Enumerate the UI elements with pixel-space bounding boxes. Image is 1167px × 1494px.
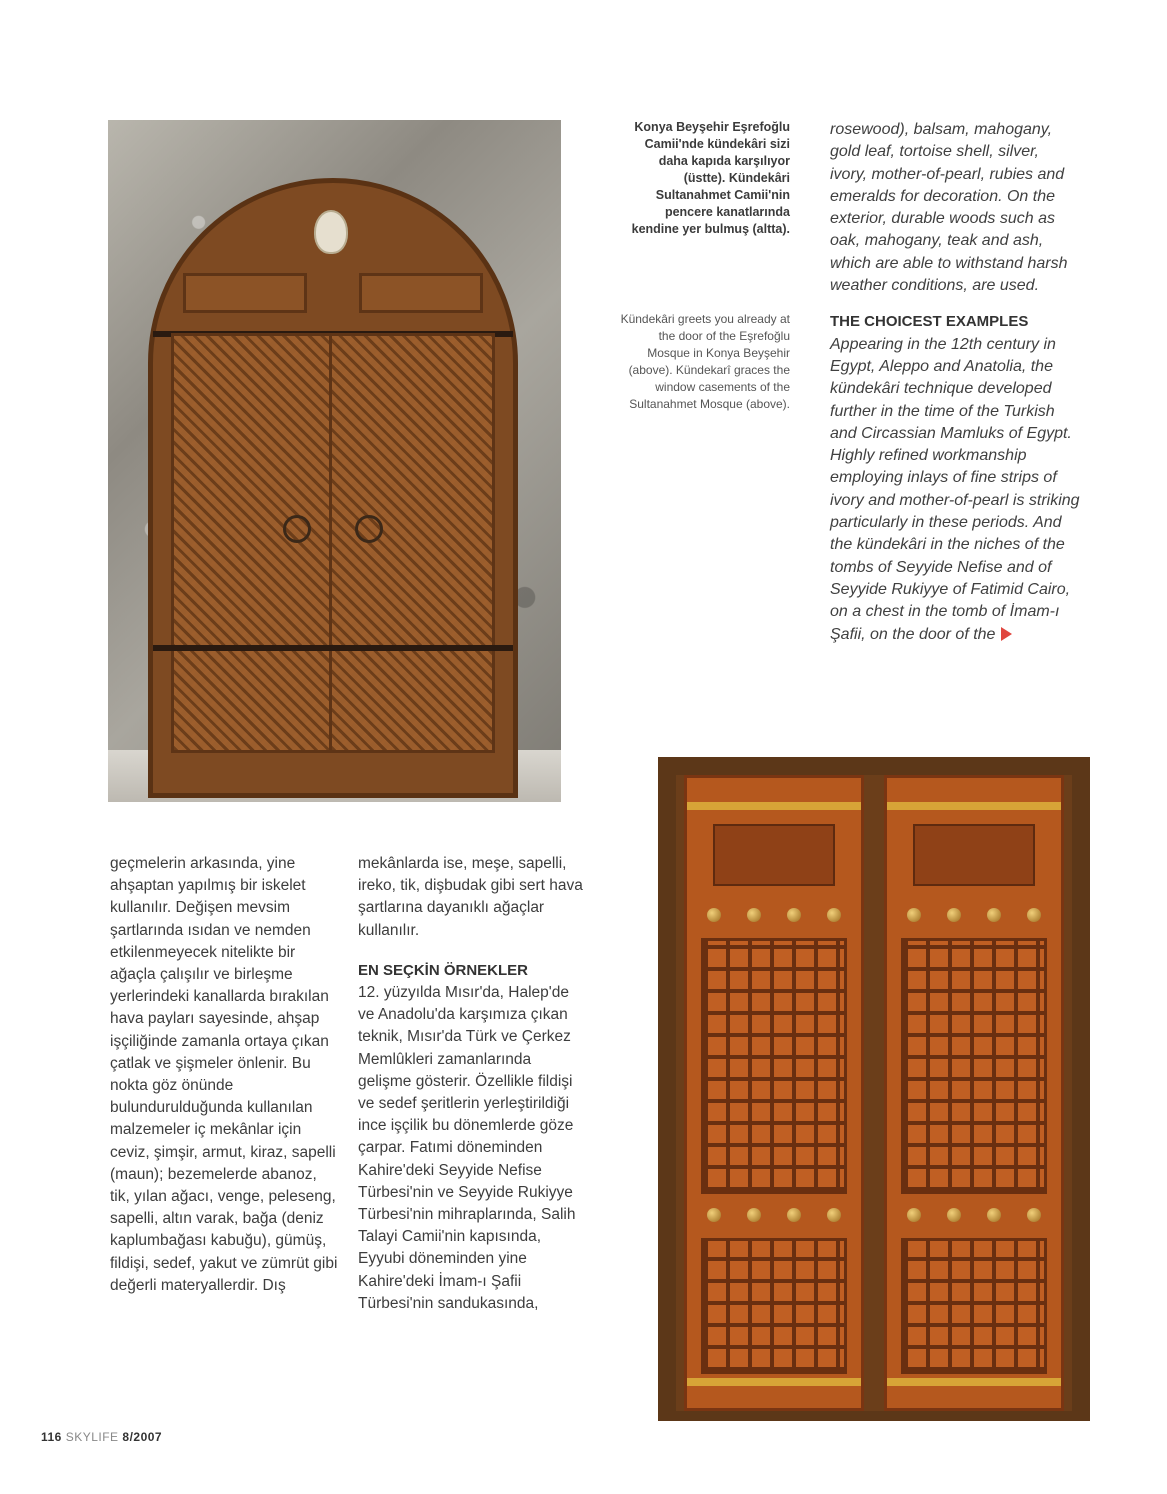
issue-date: 8/2007 bbox=[122, 1430, 163, 1444]
keystone-plaque bbox=[314, 210, 348, 254]
turkish-paragraph-1: geçmelerin arkasında, yine ahşaptan yapılmış bir iskelet kullanılır. Değişen mevsim şartlarında ısıdan ve nemden etkilenmeyecek nitelikte bir ağaçla çalışılır ve birleşme yerlerindeki kanallarda bırakılan hava payları sayesinde, ahşap işçiliğinde zamanla ortaya çıkan çatlak ve şişmeler önlenir. Bu nokta göz önünde bulundurulduğunda kullanılan malzemeler iç mekânlar için ceviz, şimşir, armut, kiraz, sapelli (maun); bezemelerde abanoz, tik, yılan ağacı, venge, peleseng, sapelli, altın varak, bağa (deniz kaplumbağası kabuğu), gümüş, fildişi, sedef, yakut ve zümrüt gibi değerli materyallerdir. Dış bbox=[110, 855, 338, 1294]
photo-caption-turkish: Konya Beyşehir Eşrefoğlu Camii'nde kündekâri sizi daha kapıda karşılıyor (üstte). Kündekâri Sultanahmet Camii'nin pencere kanatlarında kendine yer bulmuş (altta). bbox=[631, 120, 790, 236]
turkish-text-column-1 bbox=[110, 853, 340, 1297]
window-shutter-left bbox=[684, 775, 864, 1411]
magazine-name: SKYLIFE bbox=[65, 1430, 119, 1444]
turkish-paragraph-3: 12. yüzyılda Mısır'da, Halep'de ve Anadolu'da karşımıza çıkan teknik, Mısır'da Türk ve Çerkez Memlûkleri zamanlarında gelişme gösterir. Özellikle fildişi ve sedef şeritlerin yerleştirildiği ince işçilik bu dönemlerde göze çarpar. Fatımi döneminden Kahire'deki Seyyide Nefise Türbesi'nin ve Seyyide Rukiyye Türbesi'nin mihraplarında, Salih Talayi Camii'nin kapısında, Eyyubi döneminden yine Kahire'deki İmam-ı Şafii Türbesi'nin sandukasında, bbox=[358, 984, 576, 1312]
turkish-section-heading: EN SEÇKİN ÖRNEKLER bbox=[358, 961, 529, 979]
english-paragraph-1: rosewood), balsam, mahogany, gold leaf, tortoise shell, silver, ivory, mother-of-pearl, rubies and emeralds for decoration. On the exterior, durable woods such as oak, mahogany, teak and ash, which are able to withstand harsh weather conditions, are used. bbox=[830, 121, 1068, 295]
door-knocker-left bbox=[283, 515, 311, 543]
continue-arrow-icon bbox=[1001, 627, 1012, 641]
window-shutter-right bbox=[884, 775, 1064, 1411]
english-text-column bbox=[830, 119, 1080, 646]
arched-wooden-door bbox=[148, 178, 518, 798]
photo-sultanahmet-window-shutters bbox=[658, 757, 1090, 1421]
turkish-text-column-2 bbox=[358, 853, 588, 1315]
english-paragraph-2: Appearing in the 12th century in Egypt, Aleppo and Anatolia, the kündekâri technique developed further in the time of the Turkish and Circassian Mamluks of Egypt. Highly refined workmanship employing inlays of fine strips of ivory and mother-of-pearl is striking particularly in these periods. And the kündekâri in the niches of the tombs of Seyyide Nefise and of Seyyide Rukiyye of Fatimid Cairo, on a chest in the tomb of İmam-ı Şafii, on the door of the bbox=[830, 335, 1080, 643]
english-section-heading: THE CHOICEST EXAMPLES bbox=[830, 313, 1029, 331]
photo-eshrefoglu-mosque-door bbox=[108, 120, 561, 802]
door-knocker-right bbox=[355, 515, 383, 543]
page-footer bbox=[41, 1430, 162, 1444]
turkish-paragraph-2: mekânlarda ise, meşe, sapelli, ireko, tik, dişbudak gibi sert hava şartlarına dayanıklı ağaçlar kullanılır. bbox=[358, 855, 583, 939]
page-number: 116 bbox=[41, 1430, 62, 1444]
photo-caption-english: Kündekâri greets you already at the door of the Eşrefoğlu Mosque in Konya Beyşehir (above). Kündekarî graces the window casements of the Sultanahmet Mosque (above). bbox=[620, 312, 790, 411]
